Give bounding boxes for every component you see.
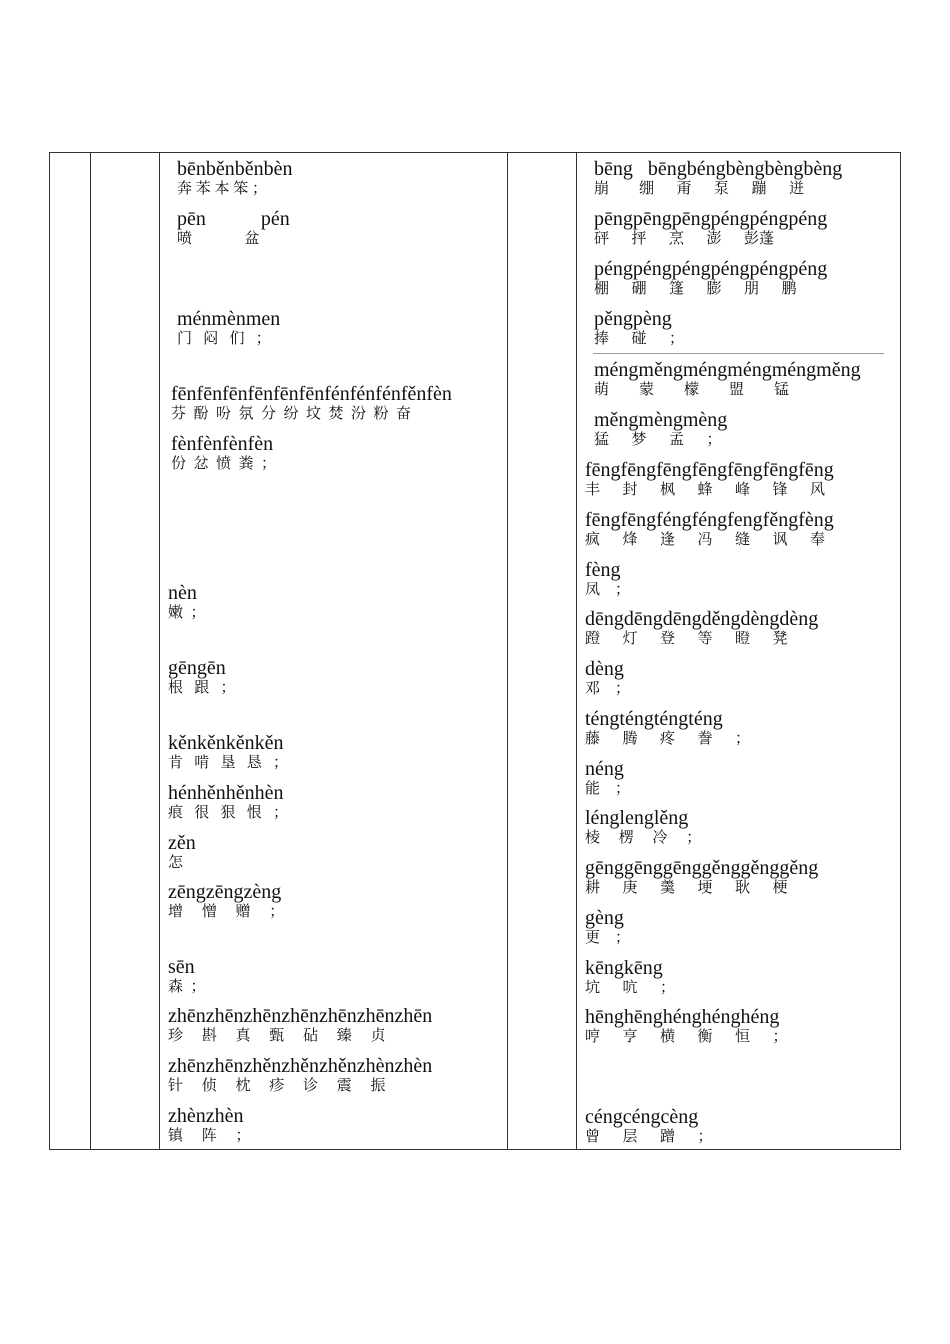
hanzi-text: 喷 盆	[177, 231, 260, 247]
pinyin-text: néng	[585, 758, 624, 780]
hanzi-text: 珍 斟 真 甄 砧 臻 贞	[168, 1028, 386, 1044]
right-entry-3	[594, 308, 684, 348]
pinyin-text: sēn	[168, 956, 195, 978]
hanzi-text: 森 ；	[168, 979, 206, 995]
pinyin-text: zhēnzhēnzhēnzhēnzhēnzhēnzhēn	[168, 1005, 433, 1027]
pinyin-text: dēngdēngdēngděngdèngdèng	[585, 608, 819, 630]
left-entry-8	[168, 782, 288, 822]
hanzi-text: 根 跟 ；	[168, 680, 236, 696]
pinyin-text: lénglenglěng	[585, 807, 689, 829]
hanzi-text: 藤 腾 疼 誊 ；	[585, 731, 751, 747]
pinyin-text: fènfènfènfèn	[171, 433, 274, 455]
hanzi-text: 凤 ；	[585, 582, 631, 598]
hanzi-text: 坑 吭 ；	[585, 980, 676, 996]
right-entry-14	[585, 857, 818, 897]
pinyin-text: kěnkěnkěnkěn	[168, 732, 284, 754]
left-entry-4	[171, 433, 276, 473]
pinyin-text: fèng	[585, 559, 621, 581]
left-entry-7	[168, 732, 288, 772]
hanzi-text: 猛 梦 孟 ；	[594, 432, 722, 448]
right-entry-8	[585, 559, 630, 599]
hanzi-text: 棱 楞 冷 ；	[585, 830, 702, 846]
pinyin-text: hēnghēnghénghénghéng	[585, 1006, 780, 1028]
hanzi-text: 怎	[168, 855, 184, 871]
hanzi-text: 邓 ；	[585, 681, 631, 697]
hanzi-text: 蹬 灯 登 等 瞪 凳	[585, 631, 788, 647]
hanzi-text: 崩 绷 甭 泵 蹦 迸	[594, 181, 805, 197]
hanzi-text: 曾 层 蹭 ；	[585, 1129, 713, 1145]
hanzi-text: 针 侦 枕 疹 诊 震 振	[168, 1078, 386, 1094]
right-entry-4	[594, 359, 861, 399]
pinyin-text: dèng	[585, 658, 624, 680]
pinyin-text: céngcéngcèng	[585, 1106, 699, 1128]
right-entry-9	[585, 608, 818, 648]
hanzi-text: 能 ；	[585, 781, 631, 797]
vocabulary-table	[49, 152, 901, 1150]
pinyin-text: ménmènmen	[177, 308, 281, 330]
left-entry-1	[177, 208, 290, 248]
right-entry-2	[594, 258, 827, 298]
pinyin-text: pēngpēngpēngpéngpéngpéng	[594, 208, 828, 230]
hanzi-text: 镇 阵 ；	[168, 1128, 251, 1144]
hanzi-text: 丰 封 枫 蜂 峰 锋 风	[585, 482, 826, 498]
left-entry-11	[168, 956, 206, 996]
left-entry-12	[168, 1005, 432, 1045]
right-entry-15	[585, 907, 630, 947]
right-entry-18	[585, 1106, 713, 1146]
hanzi-text: 嫩 ；	[168, 605, 206, 621]
pinyin-text: fēngfēngféngféngfengfěngfèng	[585, 509, 834, 531]
pinyin-text: fēngfēngfēngfēngfēngfēngfēng	[585, 459, 834, 481]
pinyin-text: téngténgténgténg	[585, 708, 723, 730]
hanzi-text: 棚 硼 篷 膨 朋 鹏	[594, 281, 797, 297]
left-entry-10	[168, 881, 284, 921]
pinyin-text: měngmèngmèng	[594, 409, 728, 431]
pinyin-text: pěngpèng	[594, 308, 672, 330]
left-entry-5	[168, 582, 206, 622]
pinyin-text: kēngkēng	[585, 957, 663, 979]
pinyin-text: péngpéngpéngpéngpéngpéng	[594, 258, 828, 280]
right-entry-1	[594, 208, 827, 248]
hanzi-text: 萌 蒙 檬 盟 锰	[594, 382, 790, 398]
hanzi-text: 份 忿 愤 粪 ；	[171, 456, 277, 472]
right-entry-10	[585, 658, 630, 698]
left-entry-14	[168, 1105, 251, 1145]
pinyin-text: bēng bēngbéngbèngbèngbèng	[594, 158, 843, 180]
left-entry-6	[168, 657, 236, 697]
column-divider-3	[507, 153, 508, 1149]
hanzi-text: 哼 亨 横 衡 恒 ；	[585, 1029, 788, 1045]
right-entry-11	[585, 708, 750, 748]
pinyin-text: zhènzhèn	[168, 1105, 244, 1127]
pinyin-text: bēnběnběnbèn	[177, 158, 293, 180]
right-entry-0	[594, 158, 842, 198]
hanzi-text: 耕 庚 羹 埂 耿 梗	[585, 880, 788, 896]
pinyin-text: zěn	[168, 832, 196, 854]
right-entry-13	[585, 807, 701, 847]
column-divider-1	[90, 153, 91, 1149]
hanzi-text: 疯 烽 逢 冯 缝 讽 奉	[585, 532, 826, 548]
row-separator	[593, 353, 884, 354]
pinyin-text: gèng	[585, 907, 624, 929]
pinyin-text: méngměngméngméngméngměng	[594, 359, 861, 381]
right-entry-12	[585, 758, 630, 798]
left-entry-3	[171, 383, 452, 423]
hanzi-text: 芬 酚 吩 氛 分 纷 坟 焚 汾 粉 奋	[171, 406, 412, 422]
pinyin-text: zhēnzhēnzhěnzhěnzhěnzhènzhèn	[168, 1055, 433, 1077]
column-divider-4	[576, 153, 577, 1149]
left-entry-13	[168, 1055, 432, 1095]
hanzi-text: 捧 碰 ；	[594, 331, 685, 347]
right-entry-7	[585, 509, 834, 549]
right-entry-16	[585, 957, 675, 997]
hanzi-text: 门 闷 们 ；	[177, 331, 271, 347]
pinyin-text: fēnfēnfēnfēnfēnfēnfénfénfénfěnfèn	[171, 383, 452, 405]
pinyin-text: zēngzēngzèng	[168, 881, 282, 903]
pinyin-text: nèn	[168, 582, 197, 604]
hanzi-text: 更 ；	[585, 930, 631, 946]
hanzi-text: 肯 啃 垦 恳 ；	[168, 755, 289, 771]
pinyin-text: gēngēn	[168, 657, 226, 679]
right-entry-5	[594, 409, 727, 449]
right-entry-17	[585, 1006, 788, 1046]
left-entry-9	[168, 832, 196, 872]
hanzi-text: 奔 苯 本 笨 ；	[177, 181, 268, 197]
hanzi-text: 砰 抨 烹 澎 彭蓬	[594, 231, 775, 247]
hanzi-text: 增 憎 赠 ；	[168, 904, 285, 920]
pinyin-text: gēnggēnggēnggěnggěnggěng	[585, 857, 819, 879]
hanzi-text: 痕 很 狠 恨 ；	[168, 805, 289, 821]
pinyin-text: hénhěnhěnhèn	[168, 782, 284, 804]
left-entry-0	[177, 158, 293, 198]
pinyin-text: pēn pén	[177, 208, 290, 230]
right-entry-6	[585, 459, 834, 499]
column-divider-2	[159, 153, 160, 1149]
left-entry-2	[177, 308, 280, 348]
